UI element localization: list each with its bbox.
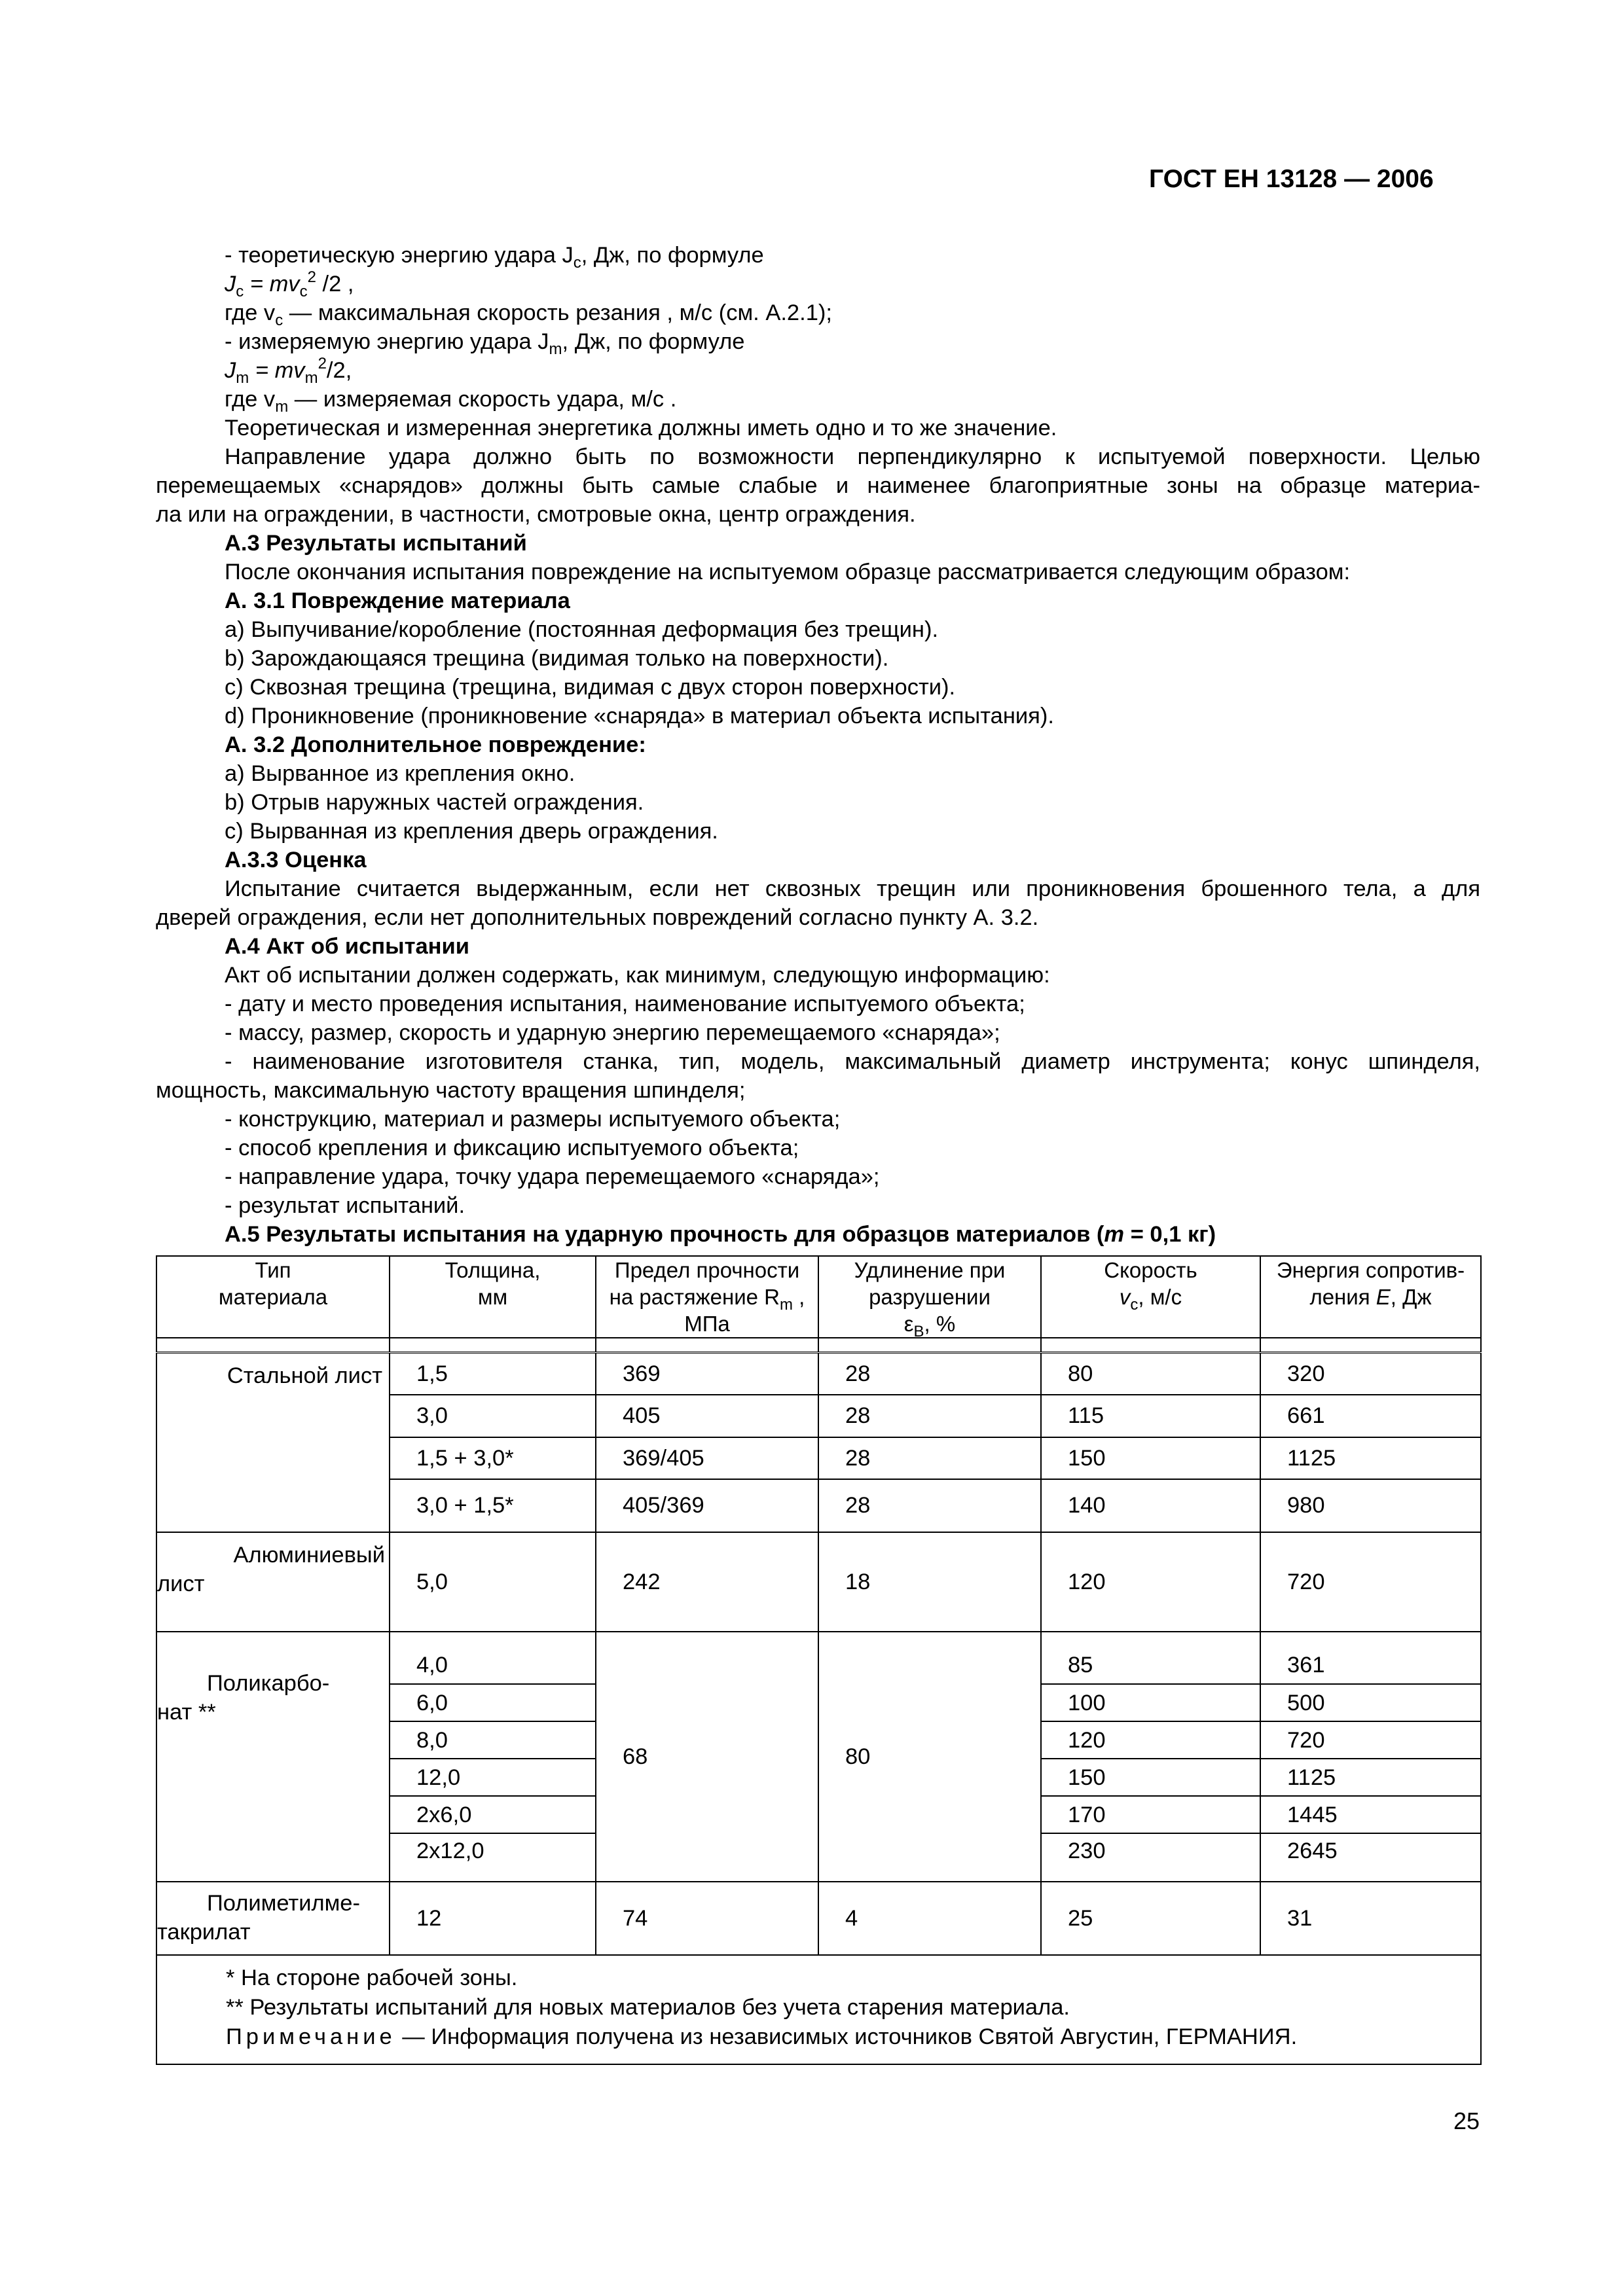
list-item: мощность, максимальную частоту вращения шпинделя; [156,1078,746,1103]
formula-jm: $J_m = mv_m^2/2$, [225,355,352,387]
section-heading-a4: А.4 Акт об испытании [225,934,469,959]
table-note: Примечание — Информация получена из независимых источников Святой Августин, ГЕРМАНИЯ. [226,2024,1298,2049]
cell-strength: 242 [596,1532,818,1632]
text-line: Испытание считается выдержанным, если нет сквозных трещин или проникновения брошенного тела, а для [225,876,1480,901]
header-elongation: Удлинение при разрушении $\varepsilon_B$, % [818,1256,1041,1338]
table-title: А.5 Результаты испытания на ударную прочность для образцов материалов (m = 0,1 кг) [225,1222,1216,1247]
cell-energy: 720 [1260,1721,1481,1759]
section-heading-a31: А. 3.1 Повреждение материала [225,588,570,613]
cell-velocity: 25 [1041,1882,1260,1955]
list-item: - массу, размер, скорость и ударную энергию перемещаемого «снаряда»; [225,1020,1000,1045]
cell-elongation: 28 [818,1437,1041,1479]
text-line: где $v_c$ — максимальная скорость резания , м/с (см. А.2.1); [225,300,832,329]
cell-thickness: 8,0 [390,1721,596,1759]
section-heading-a32: А. 3.2 Дополнительное повреждение: [225,732,646,757]
footnote: ** Результаты испытаний для новых материалов без учета старения материала. [226,1995,1070,2020]
list-item: b) Зарождающаяся трещина (видимая только на поверхности). [225,646,889,671]
cell-thickness: 1,5 [390,1353,596,1395]
cell-velocity: 100 [1041,1684,1260,1721]
cell-elongation: 28 [818,1353,1041,1395]
material-steel: Стальной лист [156,1353,390,1533]
text-line: перемещаемых «снарядов» должны быть самые слабые и наименее благоприятные зоны на образце материа- [156,473,1480,498]
text-line: где $v_m$ — измеряемая скорость удара, м/с . [225,387,677,416]
section-heading-a3: А.3 Результаты испытаний [225,531,527,556]
cell-thickness: 3,0 [390,1395,596,1437]
header-material-type: Тип материала [156,1256,390,1338]
list-item: - конструкцию, материал и размеры испытуемого объекта; [225,1107,841,1132]
cell-elongation: 18 [818,1532,1041,1632]
list-item: - способ крепления и фиксацию испытуемого объекта; [225,1136,799,1160]
text-line: Направление удара должно быть по возможности перпендикулярно к испытуемой поверхности. Целью [225,444,1480,469]
cell-strength: 405 [596,1395,818,1437]
cell-velocity: 120 [1041,1532,1260,1632]
header-energy: Энергия сопротив- ления E, Дж [1260,1256,1481,1338]
text-line: дверей ограждения, если нет дополнительных повреждений согласно пункту А. 3.2. [156,905,1039,930]
table-footnotes [156,1955,1481,2064]
list-item: a) Выпучивание/коробление (постоянная деформация без трещин). [225,617,939,642]
header-thickness: Толщина, мм [390,1256,596,1338]
cell-energy: 1445 [1260,1796,1481,1833]
cell-velocity: 115 [1041,1395,1260,1437]
list-item: b) Отрыв наружных частей ограждения. [225,790,644,815]
header-tensile-strength: Предел прочности на растяжение $R_m$ , МПа [596,1256,818,1338]
table-row [156,1353,1481,1395]
list-item: c) Вырванная из крепления дверь ограждения. [225,819,718,844]
cell-elongation: 28 [818,1395,1041,1437]
cell-elongation: 28 [818,1479,1041,1532]
cell-energy: 661 [1260,1395,1481,1437]
cell-velocity: 150 [1041,1759,1260,1796]
cell-energy: 361 [1260,1632,1481,1684]
cell-strength: 369/405 [596,1437,818,1479]
cell-thickness: 12,0 [390,1759,596,1796]
cell-strength: 74 [596,1882,818,1955]
table-header-row [156,1256,1481,1338]
cell-velocity: 170 [1041,1796,1260,1833]
text-line: После окончания испытания повреждение на испытуемом образце рассматривается следующим образом: [225,560,1351,584]
cell-strength: 369 [596,1353,818,1395]
list-item: - наименование изготовителя станка, тип, модель, максимальный диаметр инструмента; конус шпинделя, [225,1049,1480,1074]
material-pmma: Полиметилме- такрилат [156,1882,390,1955]
document-header: ГОСТ ЕН 13128 — 2006 [1149,165,1434,193]
text-line: - измеряемую энергию удара $J_m$, Дж, по формуле [225,329,745,358]
cell-energy: 1125 [1260,1759,1481,1796]
cell-elongation: 80 [818,1632,1041,1882]
cell-velocity: 80 [1041,1353,1260,1395]
footnote: * На стороне рабочей зоны. [226,1965,518,1990]
formula-jc: $J_c = mv_c^2$ /2 , [225,268,354,300]
cell-thickness: 12 [390,1882,596,1955]
table-row [156,1882,1481,1955]
cell-velocity: 140 [1041,1479,1260,1532]
text-line: Акт об испытании должен содержать, как минимум, следующую информацию: [225,963,1050,988]
cell-thickness: 6,0 [390,1684,596,1721]
cell-velocity: 85 [1041,1632,1260,1684]
page-number: 25 [1453,2108,1480,2134]
list-item: - направление удара, точку удара перемещаемого «снаряда»; [225,1164,880,1189]
cell-energy: 1125 [1260,1437,1481,1479]
cell-elongation: 4 [818,1882,1041,1955]
list-item: - результат испытаний. [225,1193,465,1218]
header-separator [156,1338,1481,1353]
cell-energy: 31 [1260,1882,1481,1955]
cell-strength: 68 [596,1632,818,1882]
cell-thickness: 4,0 [390,1632,596,1684]
cell-velocity: 150 [1041,1437,1260,1479]
text-line: ла или на ограждении, в частности, смотровые окна, центр ограждения. [156,502,916,527]
section-heading-a33: А.3.3 Оценка [225,848,367,872]
text-line: Теоретическая и измеренная энергетика должны иметь одно и то же значение. [225,416,1057,440]
list-item: d) Проникновение (проникновение «снаряда» в материал объекта испытания). [225,704,1054,728]
cell-thickness: 2x12,0 [390,1833,596,1882]
list-item: - дату и место проведения испытания, наименование испытуемого объекта; [225,992,1025,1016]
cell-thickness: 3,0 + 1,5* [390,1479,596,1532]
table-row [156,1532,1481,1632]
text-line: - теоретическую энергию удара $J_c$, Дж, по формуле [225,243,764,272]
cell-thickness: 5,0 [390,1532,596,1632]
cell-velocity: 120 [1041,1721,1260,1759]
header-velocity: Скорость $v_c$, м/с [1041,1256,1260,1338]
cell-thickness: 1,5 + 3,0* [390,1437,596,1479]
cell-energy: 980 [1260,1479,1481,1532]
cell-energy: 720 [1260,1532,1481,1632]
cell-energy: 320 [1260,1353,1481,1395]
cell-thickness: 2x6,0 [390,1796,596,1833]
table-row [156,1632,1481,1684]
document-body [156,241,1480,2065]
footnotes-cell [156,1955,1481,2064]
cell-strength: 405/369 [596,1479,818,1532]
cell-energy: 2645 [1260,1833,1481,1882]
cell-energy: 500 [1260,1684,1481,1721]
material-polycarbonate: Поликарбо- нат ** [156,1632,390,1882]
material-aluminium: Алюминиевый лист [156,1532,390,1632]
results-table [156,1255,1482,2065]
list-item: c) Сквозная трещина (трещина, видимая с двух сторон поверхности). [225,675,956,700]
cell-velocity: 230 [1041,1833,1260,1882]
list-item: a) Вырванное из крепления окно. [225,761,575,786]
